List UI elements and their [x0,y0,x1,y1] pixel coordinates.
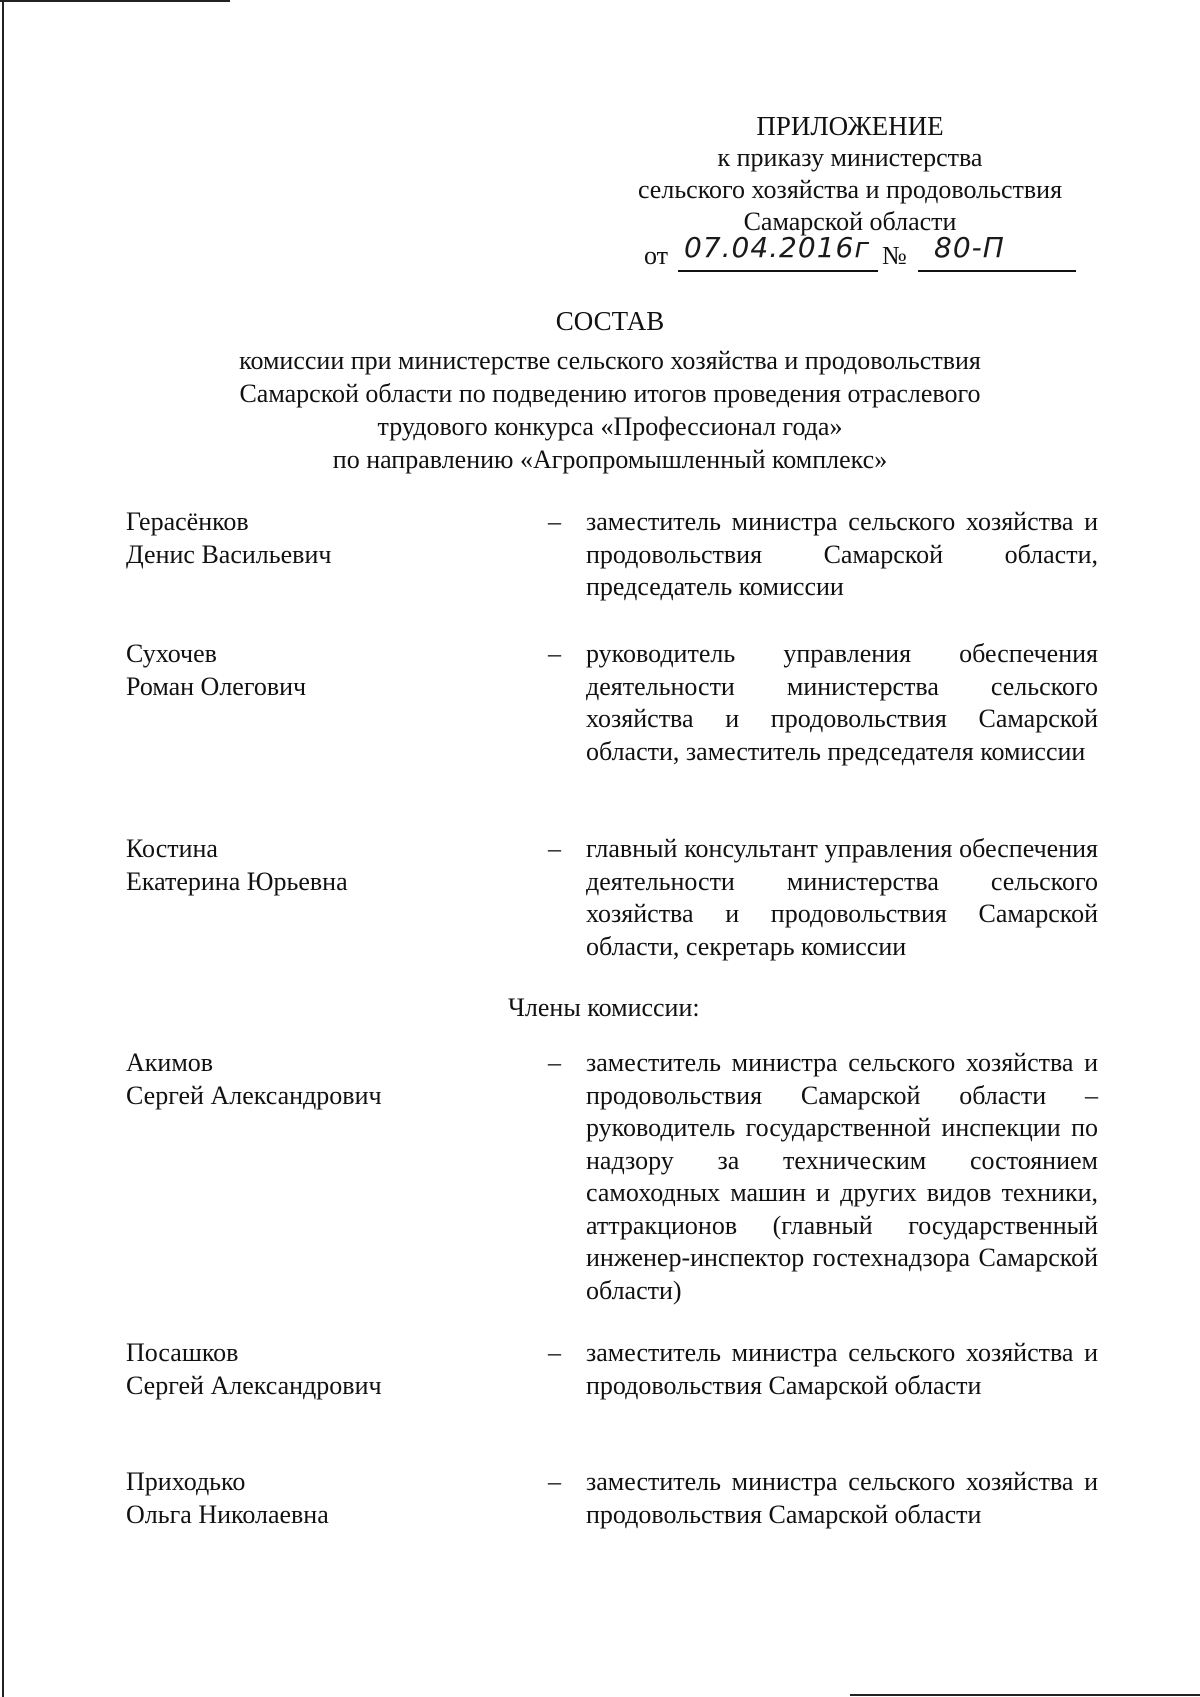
appendix-block [600,110,1100,274]
members-section-label: Члены комиссии: [508,993,700,1022]
heading-line-3: трудового конкурса «Профессионал года» [377,412,843,441]
scan-edge-top [0,0,230,2]
member-given-names: Денис Васильевич [126,539,332,569]
scan-edge-left [2,0,4,1697]
document-title: СОСТАВ [555,306,665,336]
member-surname: Герасёнков [126,507,249,536]
member-given-names: Роман Олегович [126,671,307,701]
member-role: главный консультант управления обеспечения деятельности министерства сельского хозяйства и продовольствия Самарской области, секретарь комиссии [586,834,1098,961]
member-name [126,638,526,703]
document-heading [180,305,1040,476]
member-surname: Приходько [126,1467,246,1496]
member-role: заместитель министра сельского хозяйства и продовольствия Самарской области [586,1467,1098,1529]
dash: – [548,507,561,536]
member-name [126,1337,526,1402]
member-name [126,1466,526,1531]
member-surname: Посашков [126,1338,239,1367]
heading-line-2: Самарской области по подведению итогов проведения отраслевого [239,379,981,408]
dash: – [548,1048,561,1077]
heading-line-1: комиссии при министерстве сельского хозяйства и продовольствия [239,346,981,375]
dash: – [548,1338,561,1367]
member-role: заместитель министра сельского хозяйства и продовольствия Самарской области – руководитель государственной инспекции по надзору за техническим состоянием самоходных машин и других видов техники, аттракционов (главный государственный инженер-инспектор гостехнадзора Самарской области) [586,1048,1098,1305]
heading-line-4: по направлению «Агропромышленный комплекс» [332,445,888,474]
member-surname: Костина [126,834,218,863]
dash: – [548,639,561,668]
dash: – [548,834,561,863]
member-given-names: Сергей Александрович [126,1370,382,1400]
appendix-title: ПРИЛОЖЕНИЕ [756,111,944,141]
scan-edge-bottom [850,1694,1200,1696]
dash: – [548,1467,561,1496]
appendix-line-3: Самарской области [743,207,957,236]
member-role: заместитель министра сельского хозяйства и продовольствия Самарской области [586,1338,1098,1400]
appendix-line-1: к приказу министерства [717,143,983,172]
handwritten-date: 07.04.2016г [684,231,871,264]
member-given-names: Екатерина Юрьевна [126,866,348,896]
from-label: от [644,241,669,270]
date-underline [678,270,878,272]
member-given-names: Ольга Николаевна [126,1499,329,1529]
member-name [126,506,526,571]
member-surname: Акимов [126,1048,214,1077]
member-role: руководитель управления обеспечения деятельности министерства сельского хозяйства и продовольствия Самарской области, заместитель председателя комиссии [586,639,1098,766]
member-surname: Сухочев [126,639,217,668]
number-underline [918,270,1076,272]
number-label: № [882,241,907,270]
member-name [126,1047,526,1112]
appendix-line-2: сельского хозяйства и продовольствия [637,175,1063,204]
member-given-names: Сергей Александрович [126,1080,382,1110]
handwritten-number: 80-П [934,231,1005,264]
member-role: заместитель министра сельского хозяйства и продовольствия Самарской области, председатель комиссии [586,507,1098,601]
member-name [126,833,526,898]
order-reference [600,231,1100,274]
